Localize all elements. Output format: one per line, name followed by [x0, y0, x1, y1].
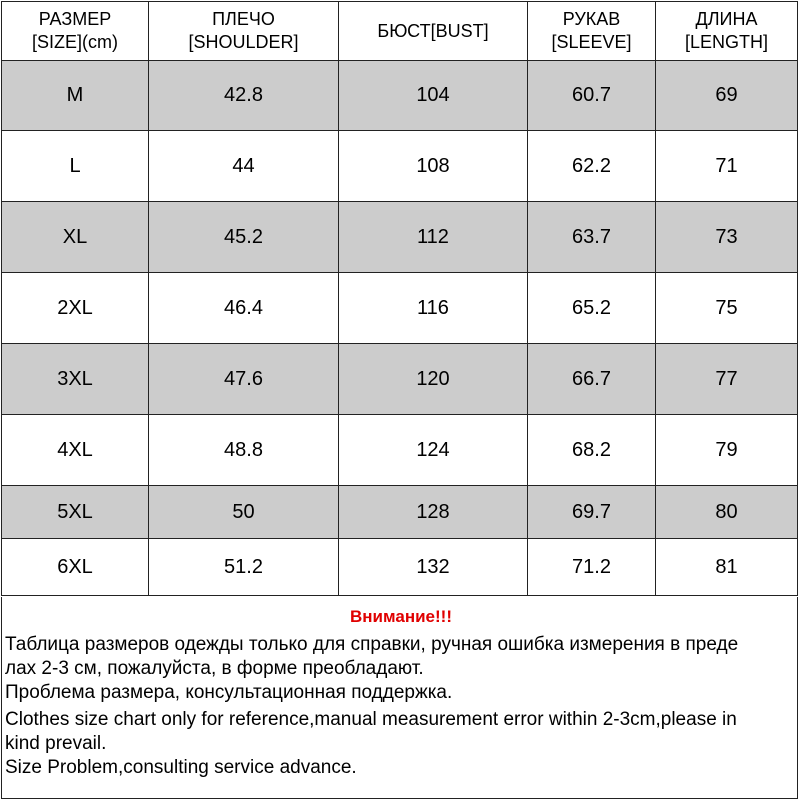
header-size-en: [SIZE](cm) [32, 32, 118, 52]
cell-length: 77 [656, 344, 798, 415]
cell-bust: 132 [339, 539, 528, 596]
cell-size: 6XL [2, 539, 149, 596]
cell-shoulder: 50 [149, 486, 339, 539]
cell-sleeve: 63.7 [528, 202, 656, 273]
header-size-ru: РАЗМЕР [38, 9, 112, 29]
cell-shoulder: 45.2 [149, 202, 339, 273]
notice-title: Внимание!!! [350, 607, 452, 626]
cell-sleeve: 68.2 [528, 415, 656, 486]
table-row [2, 539, 798, 596]
header-shoulder-en: [SHOULDER] [188, 32, 299, 52]
cell-bust: 108 [339, 131, 528, 202]
cell-bust: 128 [339, 486, 528, 539]
size-table [1, 1, 798, 596]
cell-shoulder: 42.8 [149, 61, 339, 131]
header-row [2, 2, 798, 61]
cell-length: 71 [656, 131, 798, 202]
cell-length: 81 [656, 539, 798, 596]
notice-box [1, 597, 798, 799]
cell-shoulder: 51.2 [149, 539, 339, 596]
header-shoulder [149, 2, 339, 61]
header-shoulder-ru: ПЛЕЧО [212, 9, 275, 29]
notice-ru-line3: Проблема размера, консультационная поддержка. [5, 682, 453, 703]
cell-shoulder: 47.6 [149, 344, 339, 415]
header-bust-label: БЮСТ[BUST] [377, 20, 489, 41]
cell-size: XL [2, 202, 149, 273]
cell-sleeve: 60.7 [528, 61, 656, 131]
header-size [2, 2, 149, 61]
cell-length: 69 [656, 61, 798, 131]
header-sleeve-en: [SLEEVE] [551, 32, 632, 52]
cell-bust: 116 [339, 273, 528, 344]
notice-ru-line2: лах 2-3 см, пожалуйста, в форме преобладают. [5, 658, 424, 679]
cell-shoulder: 44 [149, 131, 339, 202]
cell-sleeve: 66.7 [528, 344, 656, 415]
cell-length: 75 [656, 273, 798, 344]
header-sleeve-ru: РУКАВ [562, 9, 621, 29]
cell-size: 3XL [2, 344, 149, 415]
header-length [656, 2, 798, 61]
table-row [2, 344, 798, 415]
cell-bust: 112 [339, 202, 528, 273]
cell-bust: 104 [339, 61, 528, 131]
notice-en-line2: kind prevail. [5, 733, 107, 754]
cell-size: L [2, 131, 149, 202]
cell-shoulder: 46.4 [149, 273, 339, 344]
header-bust [339, 2, 528, 61]
cell-bust: 120 [339, 344, 528, 415]
table-row [2, 415, 798, 486]
cell-length: 73 [656, 202, 798, 273]
table-row [2, 131, 798, 202]
cell-size: 4XL [2, 415, 149, 486]
cell-length: 79 [656, 415, 798, 486]
notice-en-line3: Size Problem,consulting service advance. [5, 757, 357, 778]
cell-shoulder: 48.8 [149, 415, 339, 486]
cell-sleeve: 62.2 [528, 131, 656, 202]
table-row [2, 486, 798, 539]
cell-length: 80 [656, 486, 798, 539]
notice-en-line1: Clothes size chart only for reference,manual measurement error within 2-3cm,please in [5, 709, 737, 730]
table-row [2, 273, 798, 344]
notice-ru-line1: Таблица размеров одежды только для справки, ручная ошибка измерения в преде [5, 634, 739, 655]
header-length-ru: ДЛИНА [695, 9, 758, 29]
header-length-en: [LENGTH] [684, 32, 768, 52]
cell-size: 2XL [2, 273, 149, 344]
header-sleeve [528, 2, 656, 61]
cell-bust: 124 [339, 415, 528, 486]
table-row [2, 61, 798, 131]
table-row [2, 202, 798, 273]
cell-sleeve: 65.2 [528, 273, 656, 344]
cell-size: M [2, 61, 149, 131]
cell-sleeve: 71.2 [528, 539, 656, 596]
cell-size: 5XL [2, 486, 149, 539]
cell-sleeve: 69.7 [528, 486, 656, 539]
